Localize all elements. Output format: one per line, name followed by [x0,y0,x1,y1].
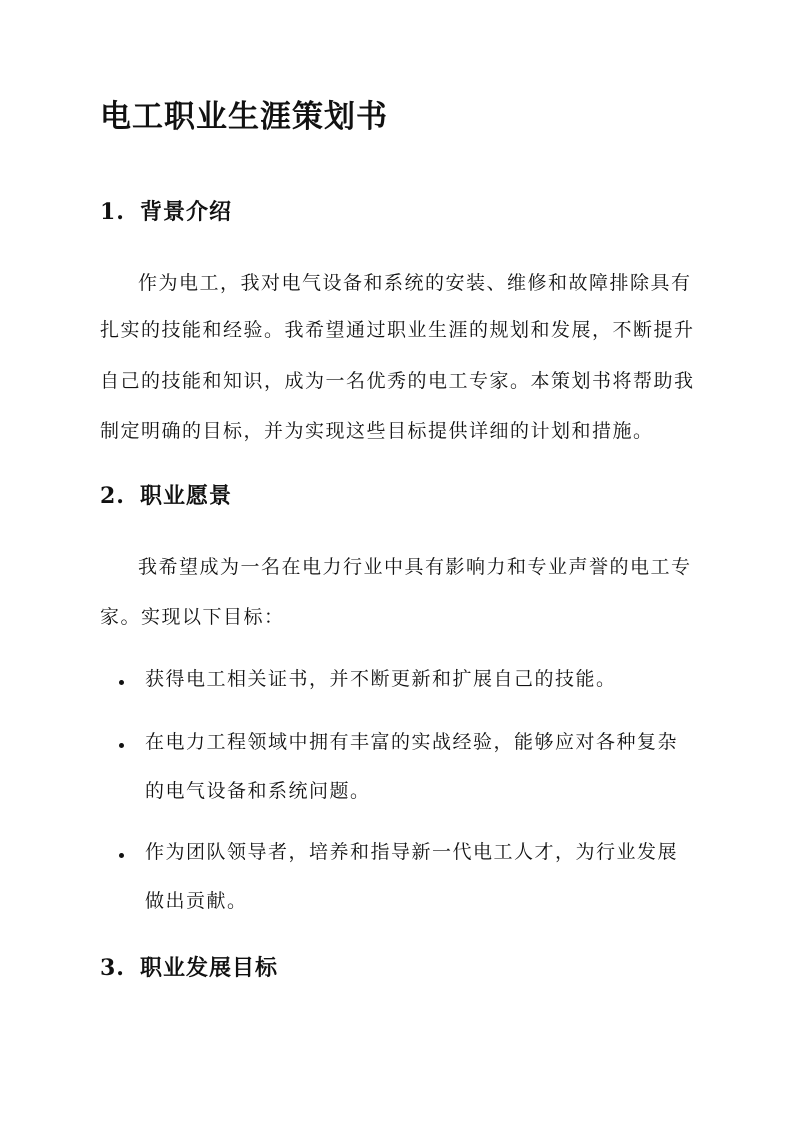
section-heading-goals [100,952,278,984]
section-number: 1. [100,199,125,225]
bullet-dot [119,743,124,748]
bullet-dot [119,853,124,858]
paragraph-line: 扎实的技能和经验。我希望通过职业生涯的规划和发展，不断提升 [100,319,695,341]
paragraph-line: 自己的技能和知识，成为一名优秀的电工专家。本策划书将帮助我 [100,370,695,392]
section-heading-background [100,196,232,228]
paragraph-line: 家。实现以下目标： [100,606,285,628]
bullet-item-line: 的电气设备和系统问题。 [145,780,371,802]
section-title: 背景介绍 [140,199,233,225]
bullet-item-line: 做出贡献。 [145,890,248,912]
section-title: 职业愿景 [140,483,233,509]
section-number: 2. [100,483,125,509]
section-heading-vision [100,480,232,512]
paragraph-line: 我希望成为一名在电力行业中具有影响力和专业声誉的电工专 [138,556,692,578]
bullet-item-line: 获得电工相关证书，并不断更新和扩展自己的技能。 [145,668,617,690]
bullet-item-line: 作为团队领导者，培养和指导新一代电工人才，为行业发展 [145,841,679,863]
paragraph-line: 制定明确的目标，并为实现这些目标提供详细的计划和措施。 [100,420,654,442]
paragraph-line: 作为电工，我对电气设备和系统的安装、维修和故障排除具有 [138,272,692,294]
bullet-item-line: 在电力工程领域中拥有丰富的实战经验，能够应对各种复杂 [145,731,679,753]
bullet-dot [119,680,124,685]
section-title: 职业发展目标 [140,955,279,981]
document-title: 电工职业生涯策划书 [100,99,388,135]
section-number: 3. [100,955,125,981]
